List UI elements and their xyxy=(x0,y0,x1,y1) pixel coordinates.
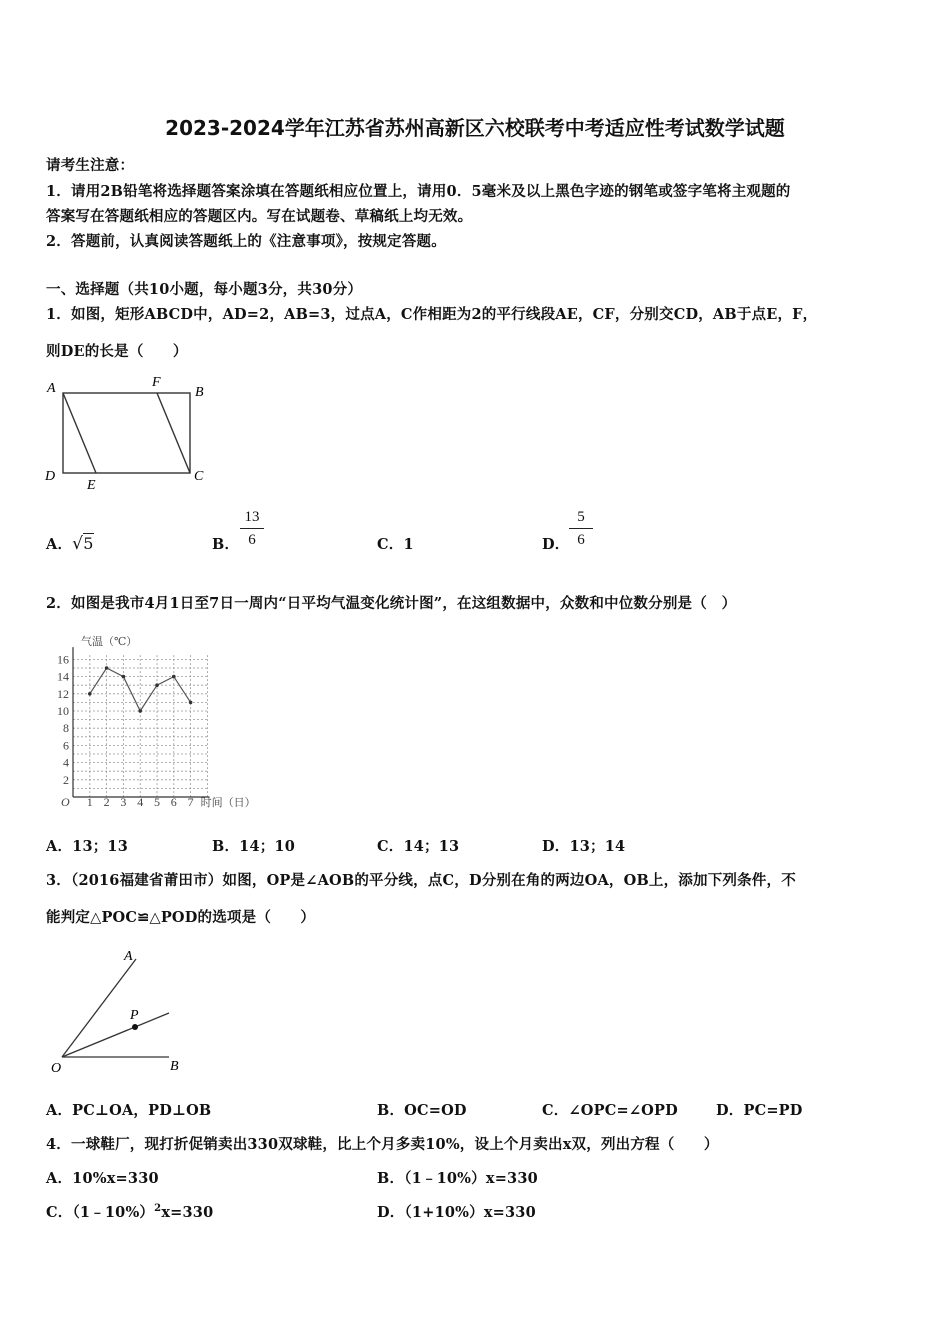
denominator: 6 xyxy=(577,532,585,548)
q2-option-c: C．14；13 xyxy=(377,838,460,855)
label-b: B xyxy=(170,1059,179,1074)
y-tick-label: 16 xyxy=(57,652,69,667)
q2-option-a: A．13；13 xyxy=(46,838,129,855)
q1-option-b-fraction xyxy=(240,508,264,549)
notice-line-2: 2．答题前，认真阅读答题纸上的《注意事项》，按规定答题。 xyxy=(46,233,446,250)
x-tick-label: 5 xyxy=(154,795,160,809)
y-tick-label: 10 xyxy=(57,704,69,718)
question-1-text: 1．如图，矩形ABCD中，AD=2，AB=3，过点A，C作相距为2的平行线段AE，CF，分别交CD，AB于点E，F， xyxy=(46,306,818,323)
label-d: D xyxy=(45,469,56,484)
temperature-data-point xyxy=(88,692,92,696)
q3-option-d: D．PC=PD xyxy=(716,1102,803,1119)
temperature-data-point xyxy=(172,675,176,679)
temperature-data-point xyxy=(122,675,126,679)
notice-line-1b: 答案写在答题纸相应的答题区内。写在试题卷、草稿纸上均无效。 xyxy=(46,208,473,225)
origin-label: O xyxy=(61,795,70,809)
label-o: O xyxy=(51,1061,62,1076)
x-axis-label: 时间（日） xyxy=(200,797,256,809)
segment-ae xyxy=(63,393,96,473)
y-tick-label: 12 xyxy=(57,686,69,701)
label-f: F xyxy=(152,375,161,390)
radicand: 5 xyxy=(83,534,94,553)
label-e: E xyxy=(87,478,96,493)
q4-option-a: A．10%x=330 xyxy=(46,1170,159,1187)
q3-option-c: C．∠OPC=∠OPD xyxy=(542,1102,678,1119)
notice-line-1a: 1．请用2B铅笔将选择题答案涂填在答题纸相应位置上，请用0．5毫米及以上黑色字迹的钢笔或签字笔将主观题的 xyxy=(46,183,791,200)
question-3-text-cont: 能判定△POC≌△POD的选项是（ ） xyxy=(46,909,316,926)
option-c-exponent: 2 xyxy=(154,1203,162,1215)
q1-option-d-fraction xyxy=(569,508,593,549)
temperature-data-point xyxy=(155,683,159,687)
x-tick-label: 3 xyxy=(120,795,127,809)
option-c-prefix: C．（1﹣10%） xyxy=(46,1204,155,1221)
x-tick-label: 4 xyxy=(137,795,144,809)
rectangle-figure xyxy=(40,372,220,494)
question-3-text: 3．（2016福建省莆田市）如图，OP是∠AOB的平分线，点C，D分别在角的两边OA，OB上，添加下列条件，不 xyxy=(46,872,796,889)
x-tick-label: 2 xyxy=(103,795,110,809)
q3-option-a: A．PC⊥OA，PD⊥OB xyxy=(46,1102,212,1119)
temperature-data-point xyxy=(138,709,142,713)
label-a: A xyxy=(124,949,133,964)
temperature-line-chart xyxy=(46,625,276,815)
label-p: P xyxy=(130,1008,139,1023)
y-tick-label: 2 xyxy=(63,772,69,787)
numerator: 5 xyxy=(577,509,585,525)
point-p xyxy=(132,1024,138,1030)
q3-option-b: B．OC=OD xyxy=(377,1102,467,1119)
notice-heading: 请考生注意： xyxy=(46,157,135,174)
y-tick-label: 8 xyxy=(63,721,69,736)
denominator: 6 xyxy=(248,532,256,548)
q2-option-b: B．14；10 xyxy=(212,838,296,855)
q1-option-a xyxy=(46,533,94,554)
q1-option-b-label: B． xyxy=(212,536,240,553)
question-4-text: 4．一球鞋厂，现打折促销卖出330双球鞋，比上个月多卖10%，设上个月卖出x双，列出方程（ ） xyxy=(46,1136,719,1153)
q1-option-d-label: D． xyxy=(542,536,570,553)
x-tick-label: 7 xyxy=(187,795,194,809)
numerator: 13 xyxy=(244,509,260,525)
option-c-suffix: x=330 xyxy=(161,1204,214,1221)
temperature-data-point xyxy=(189,701,193,705)
label-b: B xyxy=(195,385,204,400)
q4-option-d: D．（1+10%）x=330 xyxy=(377,1204,536,1221)
q4-option-b: B．（1﹣10%）x=330 xyxy=(377,1170,538,1187)
y-tick-label: 6 xyxy=(63,738,69,753)
sqrt-icon: √ xyxy=(72,534,84,554)
x-tick-label: 1 xyxy=(86,795,93,809)
q4-option-c xyxy=(46,1201,213,1222)
question-2-text: 2．如图是我市4月1日至7日一周内“日平均气温变化统计图”，在这组数据中，众数和中位数分别是（ ） xyxy=(46,595,737,612)
label-c: C xyxy=(194,469,204,484)
rectangle-abcd xyxy=(63,393,190,473)
q1-option-c: C．1 xyxy=(377,536,414,553)
y-tick-label: 14 xyxy=(57,669,69,684)
q2-option-d: D．13；14 xyxy=(542,838,626,855)
y-tick-label: 4 xyxy=(63,755,69,770)
page-title: 2023-2024学年江苏省苏州高新区六校联考中考适应性考试数学试题 xyxy=(165,116,785,140)
x-tick-label: 6 xyxy=(170,795,177,809)
option-label: A． xyxy=(46,536,73,553)
y-axis-label: 气温（℃） xyxy=(81,636,138,649)
temperature-data-point xyxy=(105,666,109,670)
question-1-text-cont: 则DE的长是（ ） xyxy=(46,343,188,360)
segment-cf xyxy=(157,393,190,473)
angle-bisector-figure xyxy=(44,945,194,1080)
label-a: A xyxy=(47,381,56,396)
section-heading: 一、选择题（共10小题，每小题3分，共30分） xyxy=(46,281,363,298)
